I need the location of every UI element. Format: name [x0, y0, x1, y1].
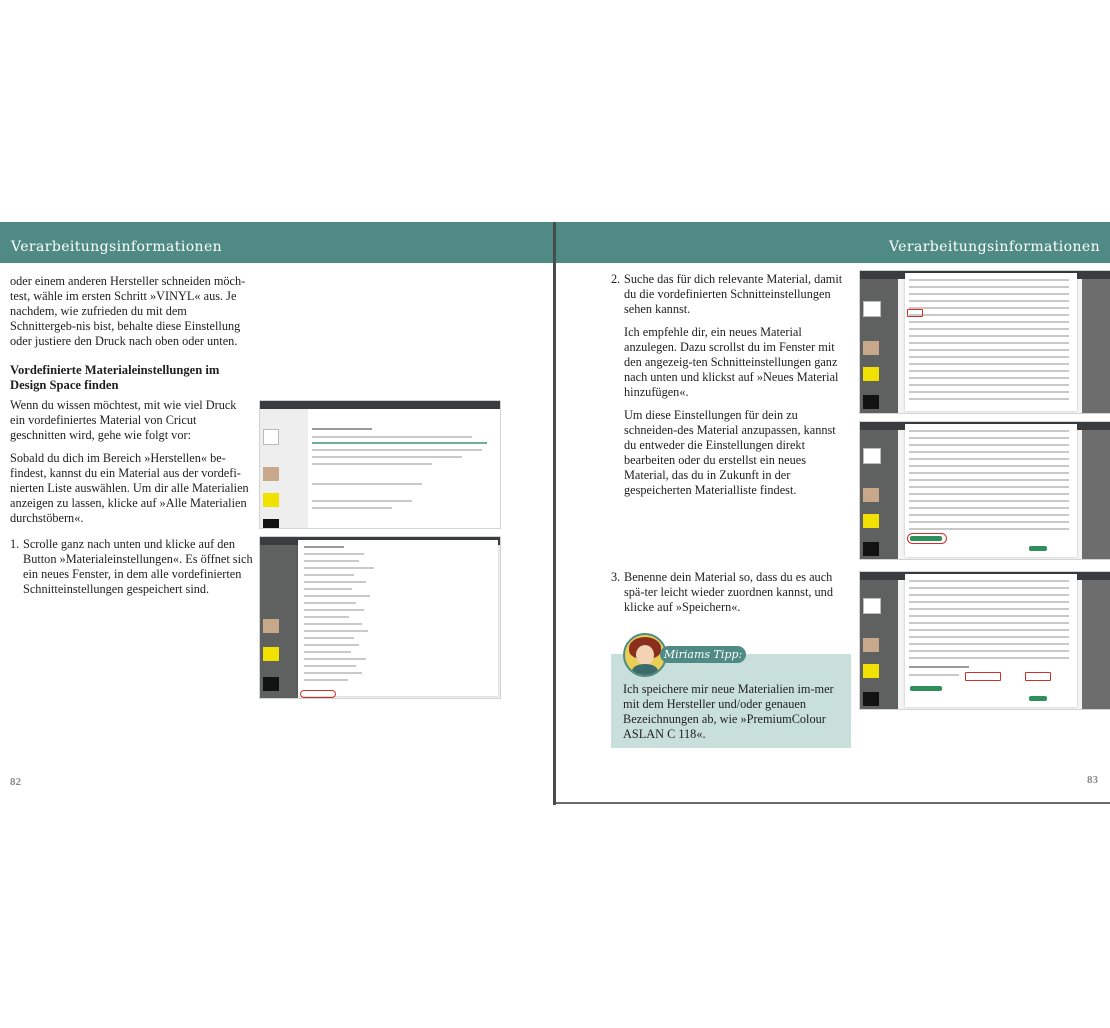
step-2-number: 2.	[611, 272, 621, 286]
step-2-text: Suche das für dich relevante Material, damit du die vordefinierten Schnitteinstellungen sehen kannst.	[624, 272, 843, 316]
tip-label: Miriams Tipp:	[660, 646, 746, 663]
right-page	[556, 222, 1110, 804]
intro-text: oder einem anderen Hersteller schneiden möch-test, wähle im ersten Schritt »VINYL« aus. Je nachdem, wie zufrieden du mit dem Schnittergeb-nis bist, behalte diese Einstellung oder justiere den Druck nach oben oder unten.	[10, 274, 246, 348]
screenshot-material-overview	[259, 400, 501, 529]
body-text-left	[10, 398, 252, 534]
right-page-header	[556, 222, 1110, 263]
page-number-left: 82	[10, 776, 21, 788]
step-2-recommendation: Ich empfehle dir, ein neues Material anzulegen. Dazu scrollst du im Fenster mit den angezeig-ten Schnitteinstellungen ganz nach unten und klickst auf »Neues Material hinzufügen«.	[624, 325, 839, 399]
step-2-adjust: Um diese Einstellungen für dein zu schneiden-des Material anzupassen, kannst du entweder die Einstellungen direkt bearbeiten oder du erstellst ein neues Material, das du in Zukunft in der gespeicherten Materialliste findest.	[624, 408, 836, 497]
intro-paragraph	[10, 274, 252, 357]
section-heading: Vordefinierte Materialeinstellungen im Design Space finden	[10, 363, 220, 392]
step-3-number: 3.	[611, 570, 621, 584]
screenshot-add-new-material	[859, 421, 1110, 560]
right-header-title: Verarbeitungsinformationen	[888, 239, 1100, 255]
step-2	[611, 272, 851, 317]
screenshot-material-settings	[859, 270, 1110, 414]
left-header-title: Verarbeitungsinformationen	[11, 239, 223, 255]
step-1-text: Scrolle ganz nach unten und klicke auf den Button »Materialeinstellungen«. Es öffnet sich ein neues Fenster, in dem alle vordefinierten Schnitteinstellungen gespeichert sind.	[23, 537, 253, 596]
screenshot-save-material	[859, 571, 1110, 710]
left-page	[0, 222, 553, 804]
screenshot-materials-list	[259, 536, 501, 699]
step-1	[10, 537, 256, 597]
step-1-number: 1.	[10, 537, 20, 551]
tip-text: Ich speichere mir neue Materialien im-mer mit dem Hersteller und/oder genauen Bezeichnungen ab, wie »PremiumColour ASLAN C 118«.	[623, 682, 834, 741]
step-3-text: Benenne dein Material so, dass du es auch spä-ter leicht wieder zuordnen kannst, und klicke auf »Speichern«.	[624, 570, 833, 614]
step-2-block	[611, 272, 851, 506]
step-3	[611, 570, 852, 615]
section-block	[10, 363, 255, 401]
left-page-header	[0, 222, 553, 263]
paragraph-how-to: Wenn du wissen möchtest, mit wie viel Druck ein vordefiniertes Material von Cricut geschnitten wird, gehe wie folgt vor:	[10, 398, 237, 442]
paragraph-herstellen: Sobald du dich im Bereich »Herstellen« be-findest, kannst du ein Material aus der vordefi-nierten Liste auswählen. Um dir alle Materialien anzeigen zu lassen, klicke auf »Alle Materialien durchstöbern«.	[10, 451, 249, 525]
page-bottom-edge	[556, 802, 1110, 804]
page-number-right: 83	[1087, 774, 1098, 786]
